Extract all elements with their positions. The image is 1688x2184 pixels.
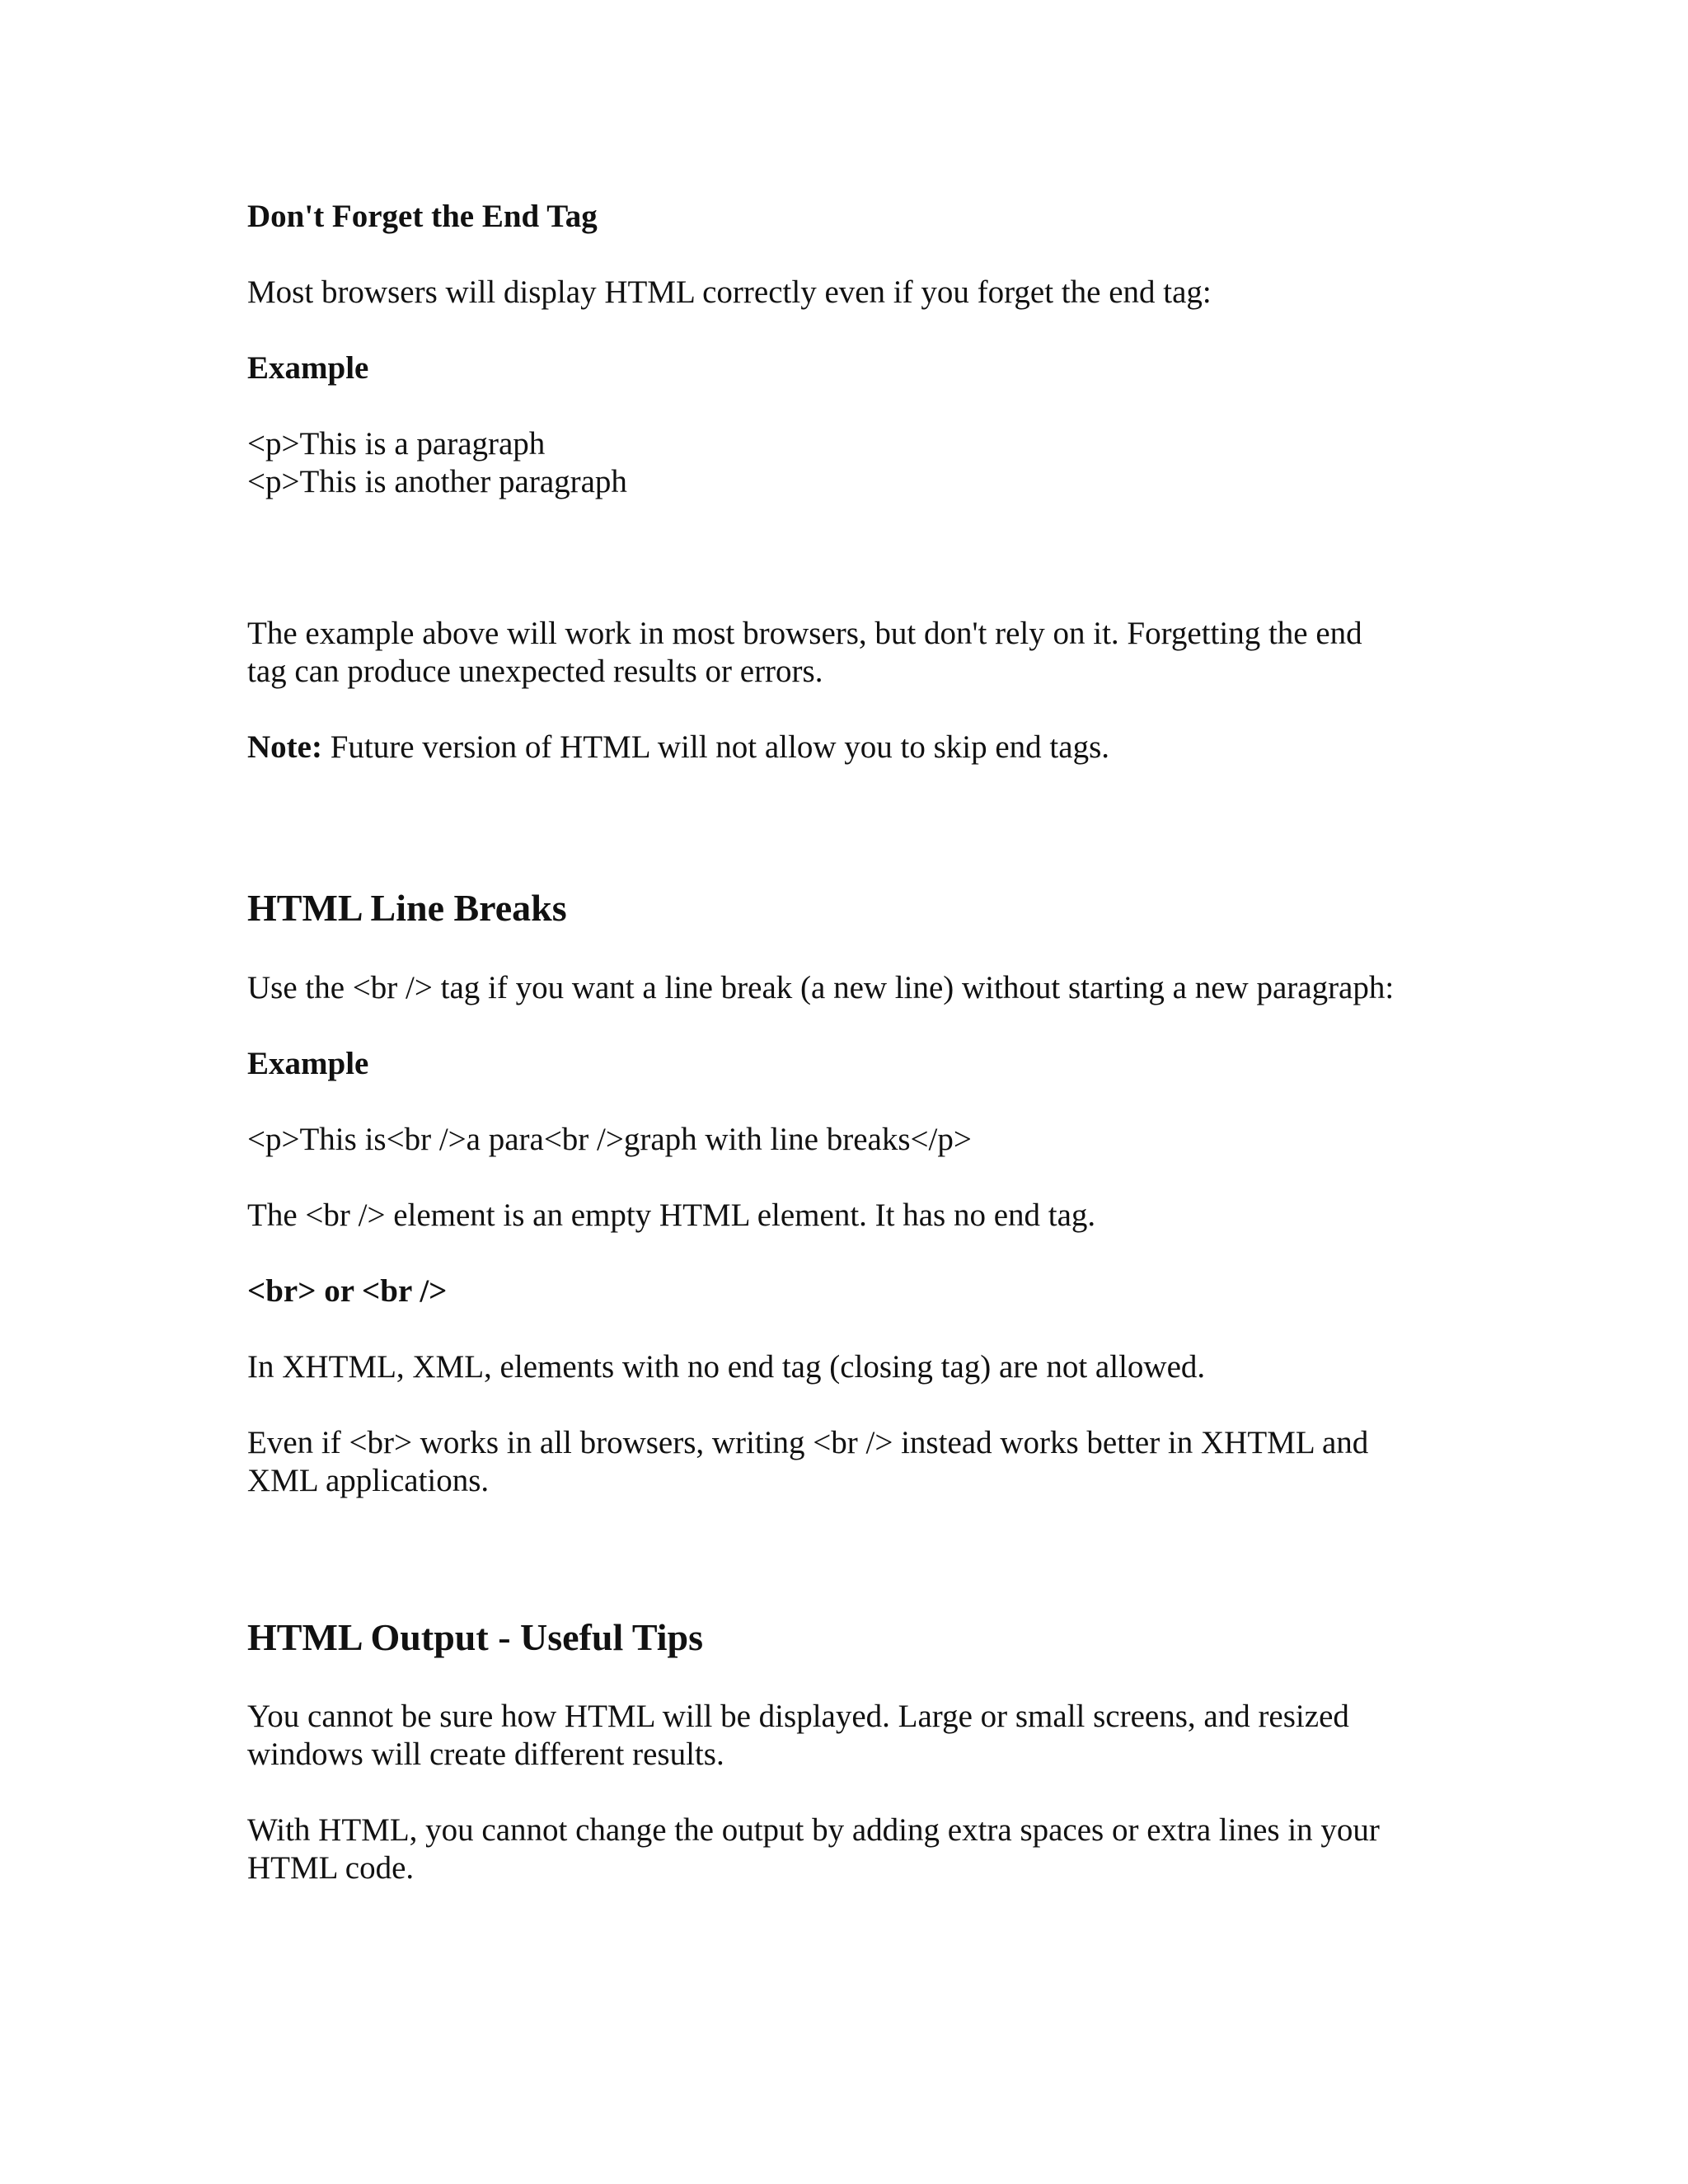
note-label: Note: xyxy=(247,729,322,765)
browsers-line: Even if <br> works in all browsers, writing <br /> instead works better in XHTML and xyxy=(247,1425,1369,1460)
xhtml-text: In XHTML, XML, elements with no end tag (closing tag) are not allowed. xyxy=(247,1349,1206,1385)
explanation-line: The example above will work in most browsers, but don't rely on it. Forgetting the end xyxy=(247,616,1362,651)
explanation-line: tag can produce unexpected results or errors. xyxy=(247,654,823,689)
br-subheading: <br> or <br /> xyxy=(247,1273,448,1309)
section-heading-line-breaks: HTML Line Breaks xyxy=(247,887,567,929)
code-line: <p>This is a paragraph xyxy=(247,426,546,462)
section-heading-end-tag: Don't Forget the End Tag xyxy=(247,199,598,234)
code-line: <p>This is<br />a para<br />graph with line breaks</p> xyxy=(247,1122,972,1157)
display-line: You cannot be sure how HTML will be displayed. Large or small screens, and resized xyxy=(247,1699,1349,1734)
note-paragraph xyxy=(247,729,1109,766)
empty-element-text: The <br /> element is an empty HTML element. It has no end tag. xyxy=(247,1197,1096,1233)
note-text: Future version of HTML will not allow you to skip end tags. xyxy=(321,729,1109,765)
line-breaks-intro: Use the <br /> tag if you want a line break (a new line) without starting a new paragraph: xyxy=(247,970,1395,1005)
example-label: Example xyxy=(247,1046,369,1081)
spaces-line: With HTML, you cannot change the output by adding extra spaces or extra lines in your xyxy=(247,1812,1380,1848)
browsers-line: XML applications. xyxy=(247,1463,490,1498)
example-label: Example xyxy=(247,350,369,386)
spaces-line: HTML code. xyxy=(247,1850,415,1886)
code-line: <p>This is another paragraph xyxy=(247,464,627,499)
end-tag-intro: Most browsers will display HTML correctly even if you forget the end tag: xyxy=(247,274,1212,310)
display-line: windows will create different results. xyxy=(247,1736,724,1772)
section-heading-output-tips: HTML Output - Useful Tips xyxy=(247,1616,704,1658)
